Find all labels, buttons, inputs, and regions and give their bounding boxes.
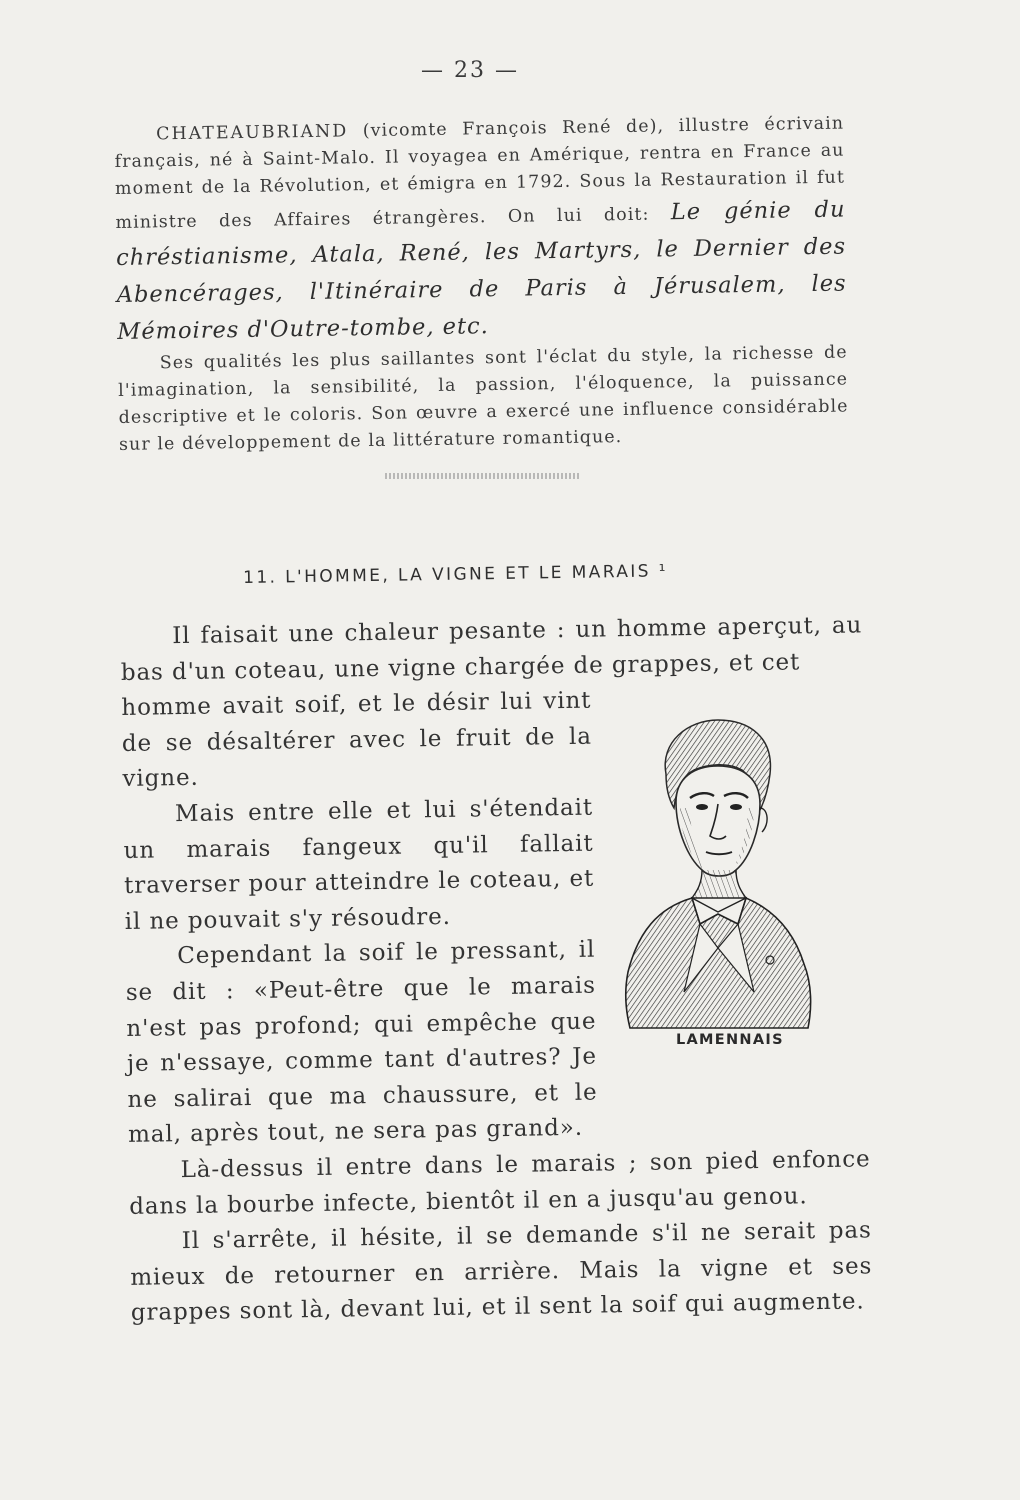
story-paragraph-1-cont: homme avait soif, et le désir lui vint de se désaltérer avec le fruit de la vigne. [121,687,593,793]
bio-intro: (vicomte François René de), illustre écrivain français, né à Saint-Malo. Il voyagea en Amérique, rentra en France au moment de la Révolution, et émigra en 1792. Sous la Restauration il fut ministre des Affaires étrangères. On lui doit: [114,113,846,233]
bio-paragraph-1 [114,111,848,351]
story-paragraph-3: Cependant la soif le pressant, il se dit : «Peut-être que le marais n'est pas profond; qui empêche que je n'essaye, comme tant d'autres? Je ne salirai que ma chaussure, et le mal, après tout, ne sera pas grand». [125,936,598,1149]
story-paragraph-2: Mais entre elle et lui s'étendait un marais fangeux qu'il fallait traverser pour atteindre le coteau, et il ne pouvait s'y résoudre. [123,794,595,935]
story-paragraph-5: Il s'arrête, il hésite, il se demande s'il ne serait pas mieux de retourner en arrière. Mais la vigne et ses grappes sont là, devant lui, et il sent la soif qui augmente. [130,1217,873,1327]
author-biography [114,111,849,459]
bio-qualities: Ses qualités les plus saillantes sont l'éclat du style, la richesse de l'imagination, la sensibilité, la passion, l'éloquence, la puissance descriptive et le coloris. Son œuvre a exercé une influence considérable sur le développement de la littérature romantique. [118,342,849,455]
bio-works-list: Le génie du chréstianisme, Atala, René, les Martyrs, le Dernier des Abencérages, l'Itinéraire de Paris à Jérusalem, les Mémoires d'Outre-tombe, etc. [115,196,847,345]
story-paragraph-4: Là-dessus il entre dans le marais ; son pied enfonce dans la bourbe infecte, bientôt il en a jusqu'au genou. [129,1146,871,1220]
section-divider [385,473,581,479]
chapter-title: 11. L'HOMME, LA VIGNE ET LE MARAIS ¹ [243,561,669,588]
page-number: — 23 — [421,58,519,83]
engraved-portrait-icon [618,712,818,1030]
author-name: CHATEAUBRIAND [156,121,349,145]
portrait-caption: LAMENNAIS [676,1032,784,1048]
story-paragraph-1-full: Il faisait une chaleur pesante : un homme aperçut, au bas d'un coteau, une vigne chargée de grappes, et cet [120,612,863,686]
portrait-illustration [618,712,818,1030]
